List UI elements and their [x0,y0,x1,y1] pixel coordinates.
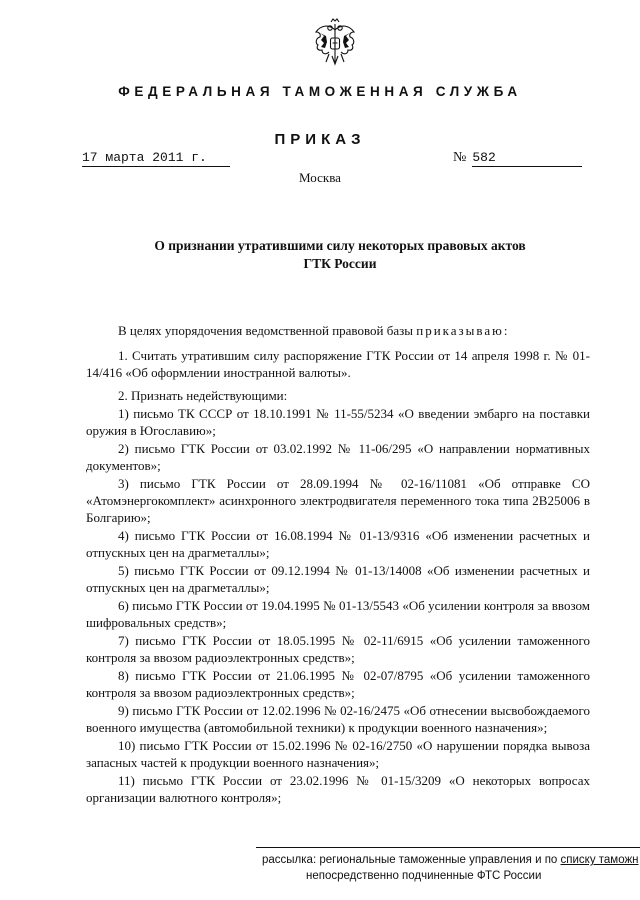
order-number: 582 [472,150,582,167]
clause-1: 1. Считать утратившим силу распоряжение ГТК России от 14 апреля 1998 г. № 01-14/416 «Об оформлении иностранной валюты». [86,348,590,380]
order-date: 17 марта 2011 г. [82,150,230,167]
intro-text: В целях упорядочения ведомственной правовой базы [118,323,417,338]
order-subject [90,237,590,273]
mailing-prefix: рассылка: региональные таможенные управления и по [262,854,561,866]
list-item: 2) письмо ГТК России от 03.02.1992 № 11-06/295 «О направлении нормативных документов»; [86,441,590,473]
list-item: 8) письмо ГТК России от 21.06.1995 № 02-07/8795 «Об усилении таможенного контроля за ввозом радиоэлектронных средств»; [86,668,590,700]
mailing-line-2: непосредственно подчиненные ФТС России [306,870,542,882]
list-item: 4) письмо ГТК России от 16.08.1994 № 01-13/9316 «Об изменении расчетных и отпускных цен на драгметаллы»; [86,528,590,560]
mailing-list-link[interactable]: списку таможн [560,854,639,866]
russian-eagle-emblem-icon [312,18,358,66]
intro-order-word: приказываю: [416,323,510,338]
list-item: 11) письмо ГТК России от 23.02.1996 № 01-15/3209 «О некоторых вопросах организации валютного контроля»; [86,773,590,805]
agency-name: ФЕДЕРАЛЬНАЯ ТАМОЖЕННАЯ СЛУЖБА [118,84,522,99]
list-item: 3) письмо ГТК России от 28.09.1994 № 02-16/11081 «Об отправке СО «Атомэнергокомплект» асинхронного электродвигателя переменного тока типа 2В25006 в Болгарию»; [86,476,590,525]
order-number-field [453,150,598,166]
footer-divider [256,847,640,848]
order-body [86,322,590,807]
intro-paragraph [86,322,590,339]
list-item: 10) письмо ГТК России от 15.02.1996 № 02-16/2750 «О нарушении порядка вывоза запасных частей к продукции военного назначения»; [86,738,590,770]
mailing-line-1 [262,852,640,868]
clause-2-intro: 2. Признать недействующими: [118,388,288,403]
list-item: 1) письмо ТК СССР от 18.10.1991 № 11-55/5234 «О введении эмбарго на поставки оружия в Югославию»; [86,406,590,438]
subject-line-2: ГТК России [303,256,377,271]
list-item: 7) письмо ГТК России от 18.05.1995 № 02-11/6915 «Об усилении таможенного контроля за ввозом радиоэлектронных средств»; [86,633,590,665]
city: Москва [299,170,341,185]
list-item: 5) письмо ГТК России от 09.12.1994 № 01-13/14008 «Об изменении расчетных и отпускных цен на драгметаллы»; [86,563,590,595]
document-type: ПРИКАЗ [274,131,366,148]
list-item: 9) письмо ГТК России от 12.02.1996 № 02-16/2475 «Об отнесении высвобождаемого военного имущества (автомобильной техники) к продукции военного назначения»; [86,703,590,735]
number-sign: № [453,150,467,165]
subject-line-1: О признании утратившими силу некоторых правовых актов [154,238,526,253]
mailing-list [262,852,640,884]
list-item: 6) письмо ГТК России от 19.04.1995 № 01-13/5543 «Об усилении контроля за ввозом шифровальных средств»; [86,598,590,630]
